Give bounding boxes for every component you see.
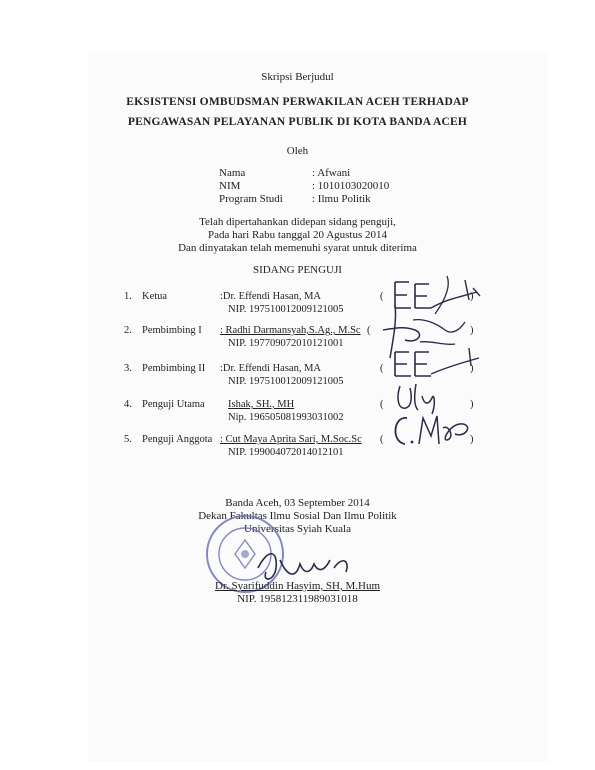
member-number: 2.	[124, 325, 132, 336]
signature-paren-open: (	[367, 325, 371, 336]
statement-line3: Dan dinyatakan telah memenuhi syarat untuk diterima	[178, 242, 417, 254]
member-role: Ketua	[142, 291, 168, 302]
by-text: Oleh	[286, 145, 309, 157]
name-value: : Afwani	[312, 167, 351, 179]
signature-paren-open: (	[380, 291, 384, 302]
member-nip: NIP. 197510012009121005	[228, 304, 344, 315]
dean-position-line2: Universitas Syiah Kuala	[244, 523, 351, 535]
dean-nip: NIP. 195812311989031018	[237, 593, 358, 605]
signature-paren-close: )	[470, 363, 474, 374]
signature-paren-open: (	[380, 434, 384, 445]
member-nip: NIP. 197709072010121001	[228, 338, 344, 349]
member-number: 4.	[124, 399, 132, 410]
signature-penguji-anggota	[385, 408, 480, 453]
member-number: 1.	[124, 291, 132, 302]
signature-paren-open: (	[380, 363, 384, 374]
statement-line2: Pada hari Rabu tanggal 20 Agustus 2014	[207, 229, 388, 241]
nim-value: : 1010103020010	[312, 180, 390, 192]
member-name: : Cut Maya Aprita Sari, M.Soc.Sc	[220, 434, 362, 445]
signature-paren-close: )	[470, 291, 474, 302]
signature-paren-close: )	[470, 399, 474, 410]
thesis-title-line1: EKSISTENSI OMBUDSMAN PERWAKILAN ACEH TERHADAP	[126, 96, 469, 108]
member-number: 3.	[124, 363, 132, 374]
thesis-title-line2: PENGAWASAN PELAYANAN PUBLIK DI KOTA BANDA ACEH	[127, 116, 468, 128]
nim-label: NIM	[219, 180, 241, 192]
member-nip: NIP. 199004072014012101	[228, 447, 344, 458]
name-label: Nama	[219, 167, 246, 179]
member-nip: Nip. 196505081993031002	[228, 412, 344, 423]
member-role: Pembimbing II	[142, 363, 206, 374]
program-value: : Ilmu Politik	[312, 193, 371, 205]
member-name: :Dr. Effendi Hasan, MA	[220, 291, 321, 302]
member-role: Penguji Anggota	[142, 434, 213, 445]
dean-position-line1: Dekan Fakultas Ilmu Sosial Dan Ilmu Politik	[198, 510, 397, 522]
dean-name: Dr. Syarifuddin Hasyim, SH, M.Hum	[215, 580, 380, 592]
intro-text: Skripsi Berjudul	[261, 71, 334, 83]
member-name: :Dr. Effendi Hasan, MA	[220, 363, 321, 374]
signature-paren-close: )	[470, 434, 474, 445]
member-number: 5.	[124, 434, 132, 445]
member-role: Pembimbing I	[142, 325, 202, 336]
statement-line1: Telah dipertahankan didepan sidang penguji,	[199, 216, 396, 228]
member-nip: NIP. 197510012009121005	[228, 376, 344, 387]
program-label: Program Studi	[219, 193, 283, 205]
member-role: Penguji Utama	[142, 399, 205, 410]
member-name: : Radhi Darmansyah,S.Ag., M.Sc	[220, 325, 361, 336]
place-date: Banda Aceh, 03 September 2014	[225, 497, 370, 509]
signature-paren-close: )	[470, 325, 474, 336]
signature-paren-open: (	[380, 399, 384, 410]
committee-heading: SIDANG PENGUJI	[253, 264, 342, 276]
member-name: Ishak, SH., MH	[228, 399, 295, 410]
